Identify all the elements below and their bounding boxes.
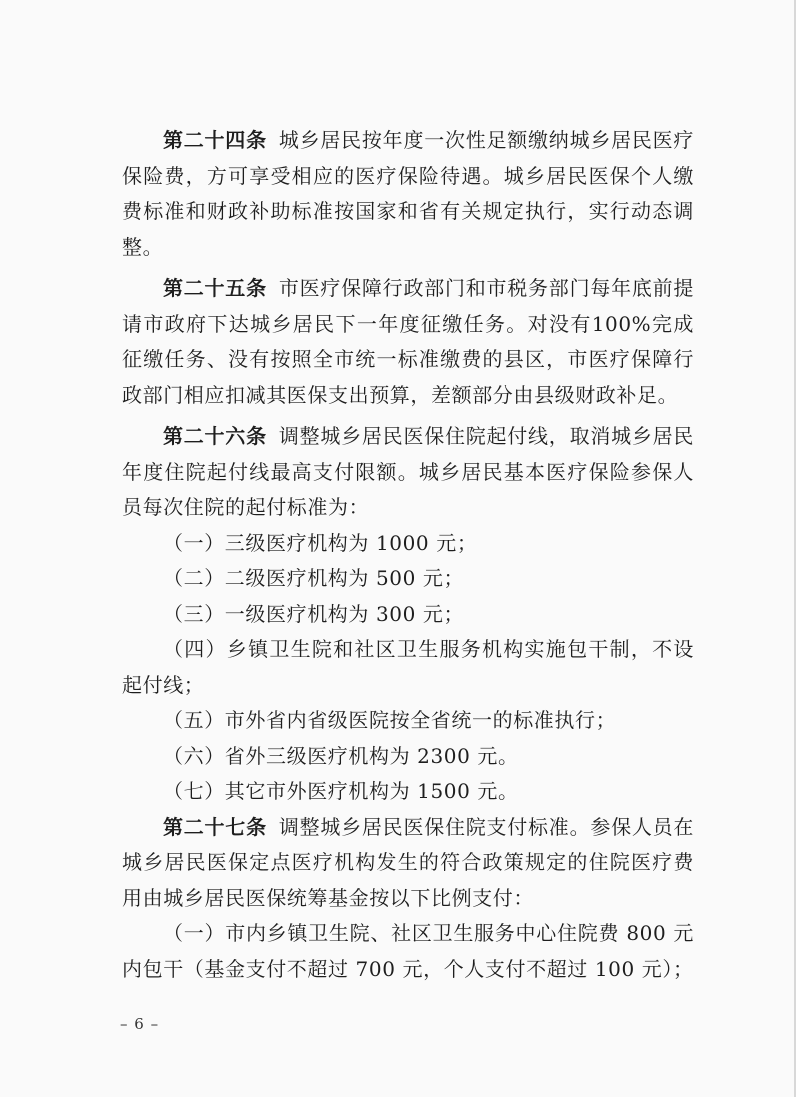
page-number: – 6 – xyxy=(120,1015,160,1033)
article-24-text: 城乡居民按年度一次性足额缴纳城乡居民医疗保险费，方可享受相应的医疗保险待遇。城乡居民医保个人缴费标准和财政补助标准按国家和省有关规定执行，实行动态调整。 xyxy=(122,128,695,259)
article-26-item-1: （一）三级医疗机构为 1000 元； xyxy=(163,530,478,555)
article-27-item-1: （一）市内乡镇卫生院、社区卫生服务中心住院费 800 元内包干（基金支付不超过 700 元，个人支付不超过 100 元）； xyxy=(122,921,694,981)
article-26-item-2: （二）二级医疗机构为 500 元； xyxy=(163,566,465,590)
article-24 xyxy=(122,123,694,265)
article-25-text: 市医疗保障行政部门和市税务部门每年底前提请市政府下达城乡居民下一年度征缴任务。对没有100%完成征缴任务、没有按照全市统一标准缴费的县区，市医疗保障行政部门相应扣减其医保支出预算，差额部分由县级财政补足。 xyxy=(122,276,695,407)
article-26-title: 第二十六条 xyxy=(163,424,267,448)
article-25-title: 第二十五条 xyxy=(163,276,267,300)
article-26-item-3: （三）一级医疗机构为 300 元； xyxy=(163,601,465,626)
document-body xyxy=(122,123,694,987)
article-27-text: 调整城乡居民医保住院支付标准。参保人员在城乡居民医保定点医疗机构发生的符合政策规定的住院医疗费用由城乡居民医保统筹基金按以下比例支付： xyxy=(122,814,695,910)
article-26-item-7: （七）其它市外医疗机构为 1500 元。 xyxy=(163,779,519,803)
article-26-item-4: （四）乡镇卫生院和社区卫生服务机构实施包干制，不设起付线； xyxy=(122,637,694,697)
article-26-text: 调整城乡居民医保住院起付线，取消城乡居民年度住院起付线最高支付限额。城乡居民基本医疗保险参保人员每次住院的起付标准为： xyxy=(122,424,695,519)
article-26 xyxy=(122,419,694,526)
article-27 xyxy=(122,810,694,917)
article-24-title: 第二十四条 xyxy=(163,128,267,152)
article-27-title: 第二十七条 xyxy=(163,814,267,839)
article-25 xyxy=(122,271,694,413)
article-26-item-6: （六）省外三级医疗机构为 2300 元。 xyxy=(163,743,519,768)
article-26-item-5: （五）市外省内省级医院按全省统一的标准执行； xyxy=(163,708,617,732)
